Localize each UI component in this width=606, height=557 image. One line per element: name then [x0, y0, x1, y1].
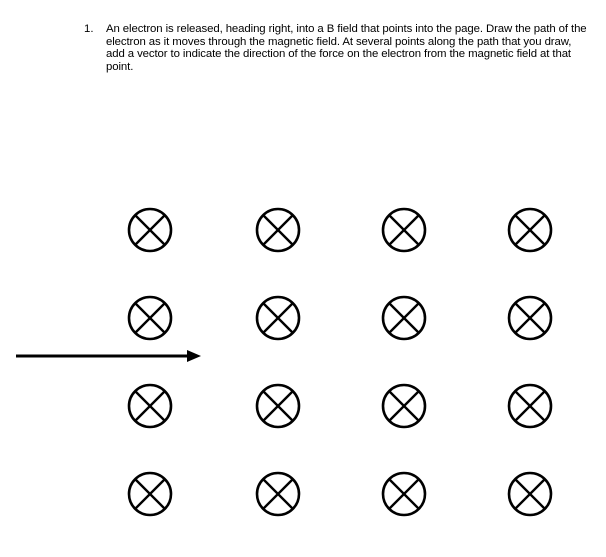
into-page-x-circle-icon	[383, 209, 425, 251]
question-number: 1.	[84, 23, 94, 35]
into-page-x-circle-icon	[509, 209, 551, 251]
electron-arrow	[16, 350, 201, 362]
question-text: An electron is released, heading right, into a B field that points into the page. Draw the path of the electron as it moves through the magnetic field. At several points along the path that you draw, add a vector to indicate the direction of the force on the electron from the magnetic field at that point.	[106, 23, 587, 73]
into-page-x-circle-icon	[383, 385, 425, 427]
into-page-x-circle-icon	[509, 297, 551, 339]
into-page-x-circle-icon	[129, 209, 171, 251]
into-page-x-circle-icon	[257, 209, 299, 251]
into-page-x-circle-icon	[257, 385, 299, 427]
into-page-x-circle-icon	[129, 385, 171, 427]
into-page-x-circle-icon	[383, 473, 425, 515]
into-page-x-circle-icon	[509, 385, 551, 427]
b-field-grid	[129, 209, 551, 515]
into-page-x-circle-icon	[257, 297, 299, 339]
into-page-x-circle-icon	[509, 473, 551, 515]
arrow-right-icon	[187, 350, 201, 362]
into-page-x-circle-icon	[129, 473, 171, 515]
into-page-x-circle-icon	[129, 297, 171, 339]
into-page-x-circle-icon	[257, 473, 299, 515]
into-page-x-circle-icon	[383, 297, 425, 339]
